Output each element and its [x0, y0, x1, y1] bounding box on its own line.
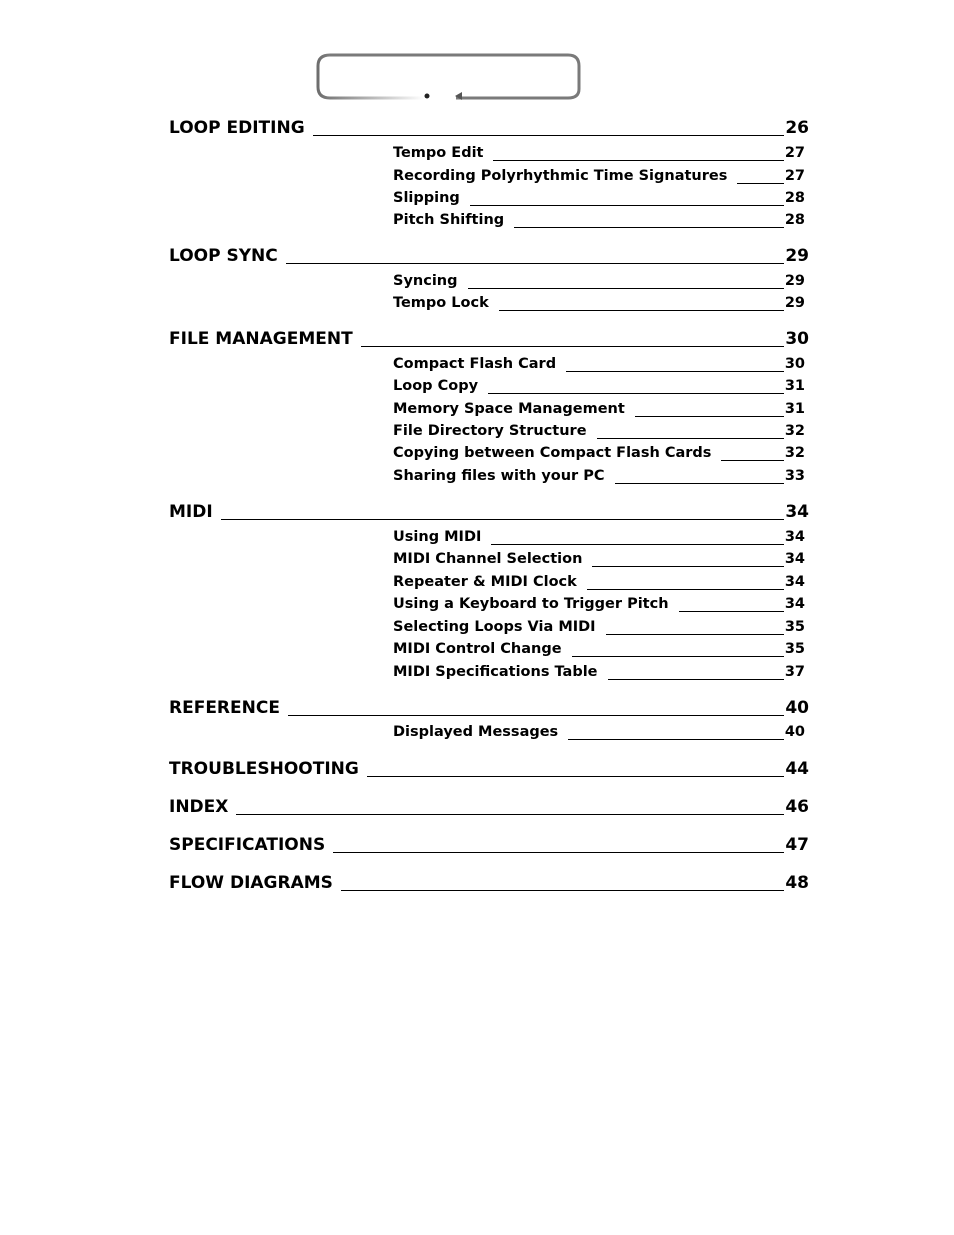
toc-entry-title: MIDI Specifications Table — [393, 664, 598, 680]
toc-chapter-entry — [169, 502, 809, 524]
toc-chapter-entry — [169, 797, 809, 819]
toc-leader-line — [313, 135, 785, 136]
toc-page-number: 30 — [784, 356, 805, 372]
toc-entry-title: FILE MANAGEMENT — [169, 329, 353, 349]
toc-leader-line — [236, 814, 784, 815]
toc-leader-line — [286, 263, 785, 264]
toc-entry-title: Memory Space Management — [393, 401, 625, 417]
toc-page-number: 34 — [784, 574, 805, 590]
toc-page-number: 34 — [784, 551, 805, 567]
toc-leader-line — [572, 656, 784, 657]
toc-chapter-entry — [169, 118, 809, 140]
toc-section-entry — [393, 145, 805, 164]
toc-page-number: 26 — [785, 118, 809, 138]
toc-leader-line — [491, 544, 783, 545]
toc-leader-line — [470, 205, 784, 206]
toc-section-entry — [393, 356, 805, 375]
toc-section-entry — [393, 190, 805, 209]
toc-page-number: 40 — [785, 698, 809, 718]
toc-page-number: 46 — [785, 797, 809, 817]
toc-entry-title: Copying between Compact Flash Cards — [393, 445, 712, 461]
toc-section-entry — [393, 574, 805, 593]
toc-section-entry — [393, 295, 805, 314]
toc-page-number: 32 — [784, 445, 805, 461]
toc-entry-title: Sharing files with your PC — [393, 468, 605, 484]
toc-entry-title: MIDI Control Change — [393, 641, 562, 657]
toc-chapter-entry — [169, 698, 809, 720]
toc-page-number: 27 — [784, 168, 805, 184]
toc-leader-line — [679, 611, 784, 612]
toc-entry-title: SPECIFICATIONS — [169, 835, 326, 855]
toc-leader-line — [608, 679, 784, 680]
toc-leader-line — [333, 852, 784, 853]
toc-entry-title: Compact Flash Card — [393, 356, 557, 372]
toc-entry-title: Syncing — [393, 273, 458, 289]
toc-page-number: 40 — [784, 724, 805, 740]
toc-page-number: 27 — [784, 145, 805, 161]
toc-leader-line — [493, 160, 783, 161]
toc-section-entry — [393, 423, 805, 442]
toc-leader-line — [488, 393, 784, 394]
toc-page-number: 29 — [784, 295, 805, 311]
toc-leader-line — [592, 566, 783, 567]
toc-entry-title: FLOW DIAGRAMS — [169, 873, 333, 893]
toc-entry-title: TROUBLESHOOTING — [169, 759, 359, 779]
toc-entry-title: LOOP EDITING — [169, 118, 305, 138]
toc-leader-line — [635, 416, 784, 417]
toc-section-entry — [393, 619, 805, 638]
toc-entry-title: REFERENCE — [169, 698, 280, 718]
toc-page-number: 28 — [784, 212, 805, 228]
toc-chapter-entry — [169, 835, 809, 857]
toc-entry-title: Loop Copy — [393, 378, 479, 394]
toc-section-entry — [393, 641, 805, 660]
toc-chapter-entry — [169, 759, 809, 781]
toc-leader-line — [221, 519, 785, 520]
toc-page-number: 31 — [784, 378, 805, 394]
toc-page-number: 28 — [784, 190, 805, 206]
toc-leader-line — [615, 483, 784, 484]
toc-entry-title: MIDI — [169, 502, 213, 522]
toc-page-number: 34 — [784, 596, 805, 612]
toc-section-entry — [393, 551, 805, 570]
toc-section-entry — [393, 168, 805, 187]
toc-leader-line — [587, 589, 784, 590]
toc-leader-line — [514, 227, 784, 228]
toc-section-entry — [393, 401, 805, 420]
toc-entry-title: Tempo Edit — [393, 145, 484, 161]
toc-page-number: 29 — [785, 246, 809, 266]
toc-chapter-entry — [169, 873, 809, 895]
toc-leader-line — [568, 739, 784, 740]
toc-page-number: 30 — [785, 329, 809, 349]
toc-section-entry — [393, 724, 805, 743]
toc-entry-title: Recording Polyrhythmic Time Signatures — [393, 168, 728, 184]
toc-section-entry — [393, 212, 805, 231]
toc-page-number: 44 — [785, 759, 809, 779]
toc-entry-title: Repeater & MIDI Clock — [393, 574, 577, 590]
toc-leader-line — [566, 371, 784, 372]
toc-section-entry — [393, 378, 805, 397]
toc-leader-line — [367, 776, 785, 777]
toc-entry-title: LOOP SYNC — [169, 246, 278, 266]
toc-entry-title: Tempo Lock — [393, 295, 489, 311]
toc-entry-title: Selecting Loops Via MIDI — [393, 619, 596, 635]
toc-page-number: 32 — [784, 423, 805, 439]
toc-section-entry — [393, 445, 805, 464]
toc-chapter-entry — [169, 246, 809, 268]
toc-page-number: 37 — [784, 664, 805, 680]
toc-section-entry — [393, 273, 805, 292]
toc-leader-line — [341, 890, 784, 891]
toc-entry-title: Using a Keyboard to Trigger Pitch — [393, 596, 669, 612]
toc-leader-line — [737, 183, 783, 184]
toc-page-number: 34 — [785, 502, 809, 522]
toc-page-number: 47 — [785, 835, 809, 855]
toc-leader-line — [499, 310, 784, 311]
toc-page-number: 29 — [784, 273, 805, 289]
toc-entry-title: Displayed Messages — [393, 724, 559, 740]
toc-leader-line — [597, 438, 784, 439]
toc-section-entry — [393, 664, 805, 683]
toc-leader-line — [606, 634, 784, 635]
toc-page-number: 48 — [785, 873, 809, 893]
toc-page-number: 35 — [784, 619, 805, 635]
toc-entry-title: Pitch Shifting — [393, 212, 505, 228]
toc-entry-title: MIDI Channel Selection — [393, 551, 583, 567]
toc-page-number: 35 — [784, 641, 805, 657]
toc-entry-title: File Directory Structure — [393, 423, 587, 439]
toc-leader-line — [361, 346, 785, 347]
toc-entry-title: INDEX — [169, 797, 229, 817]
toc-chapter-entry — [169, 329, 809, 351]
toc-section-entry — [393, 596, 805, 615]
toc-entry-title: Slipping — [393, 190, 460, 206]
toc-leader-line — [721, 460, 783, 461]
toc-page-number: 34 — [784, 529, 805, 545]
toc-section-entry — [393, 468, 805, 487]
toc-leader-line — [288, 715, 784, 716]
toc-entry-title: Using MIDI — [393, 529, 482, 545]
toc-section-entry — [393, 529, 805, 548]
toc-page-number: 33 — [784, 468, 805, 484]
toc-page-number: 31 — [784, 401, 805, 417]
toc-leader-line — [468, 288, 784, 289]
